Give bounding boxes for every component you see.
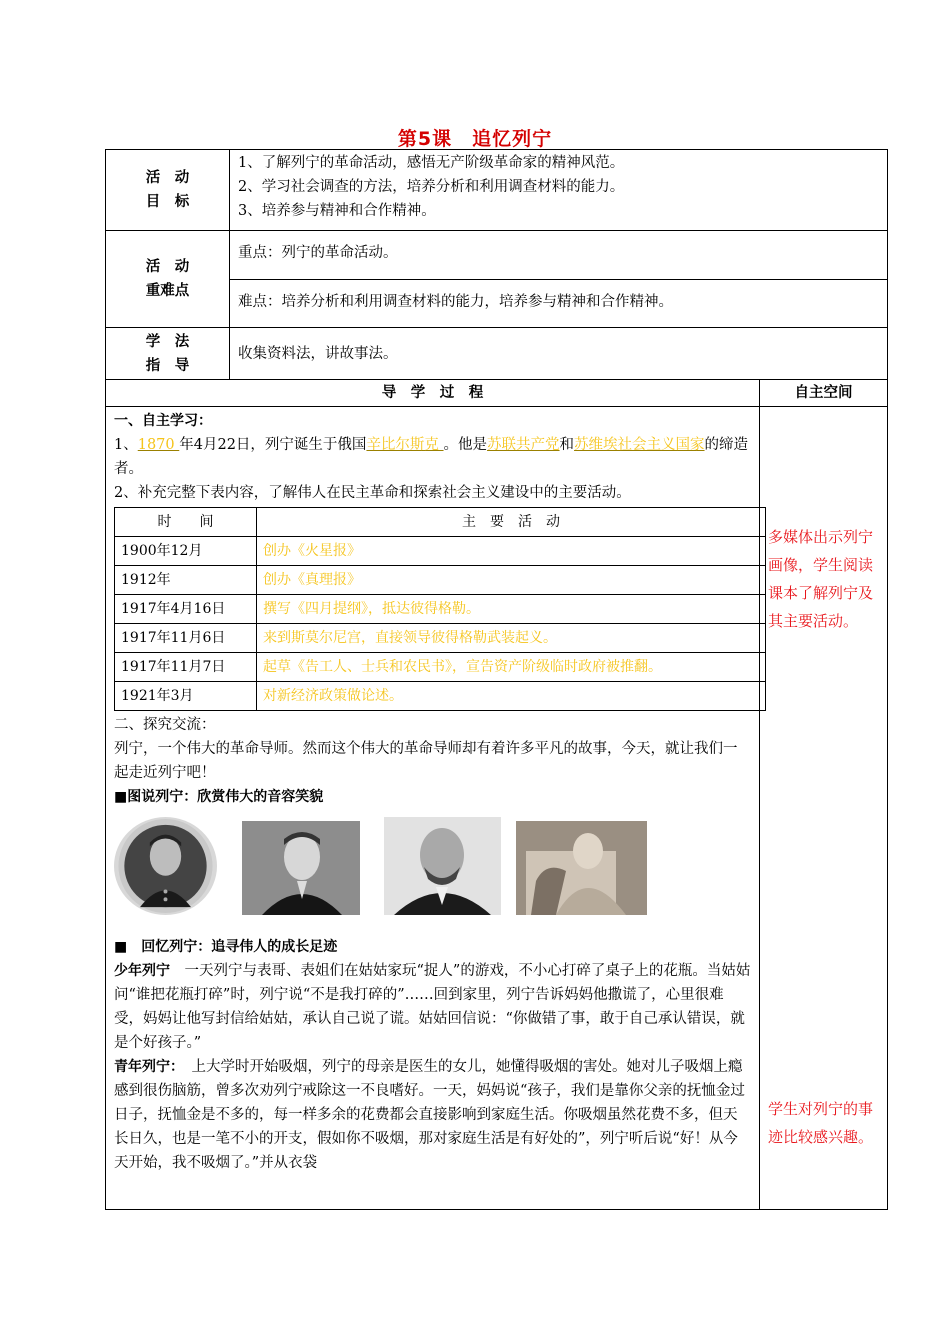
row-time: 1917年11月6日 <box>115 624 257 653</box>
lesson-plan-table <box>105 149 888 1210</box>
youth-text: 一天列宁与表哥、表姐们在姑姑家玩“捉人”的游戏，不小心打碎了桌子上的花瓶。当姑姑问“谁把花瓶打碎”时，列宁说“不是我打碎的”……回到家里，列宁告诉妈妈他撒谎了，心里很难受，妈妈让他写封信给姑姑，承认自己说了谎。姑姑回信说：“你做错了事，敢于自己承认错误，就是个好孩子。” <box>114 963 751 1051</box>
key-point: 重点：列宁的革命活动。 <box>230 231 888 280</box>
portrait-seated <box>516 821 647 915</box>
activity-header: 主 要 活 动 <box>257 508 766 537</box>
key-point-row <box>106 231 888 280</box>
method-label-line1: 学 法 <box>145 333 190 350</box>
youth-label: 少年列宁 <box>114 963 170 979</box>
process-header: 导 学 过 程 <box>106 380 760 407</box>
explore-intro: 列宁，一个伟大的革命导师。然而这个伟大的革命导师却有着许多平凡的故事，今天，就让我们一起走近列宁吧！ <box>114 741 738 781</box>
row-activity: 撰写《四月提纲》，抵达彼得格勒。 <box>257 595 766 624</box>
goals-content <box>230 150 888 231</box>
portrait-child <box>114 817 217 915</box>
difficulty-label-line2: 重难点 <box>145 283 190 299</box>
self-space-column <box>760 407 888 1210</box>
young-label: 青年列宁： <box>114 1059 177 1075</box>
process-header-row <box>106 380 888 407</box>
portrait-adult <box>384 817 501 915</box>
goal-item: 2、学习社会调查的方法，培养分析和利用调查材料的能力。 <box>238 179 625 195</box>
method-label <box>106 328 230 380</box>
difficulty-label <box>106 231 230 328</box>
picture-heading: ■图说列宁：欣赏伟大的音容笑貌 <box>114 789 324 805</box>
self-study-heading: 一、自主学习： <box>114 413 212 429</box>
method-label-line2: 指 导 <box>145 357 190 374</box>
row-time: 1921年3月 <box>115 682 257 711</box>
goals-row <box>106 150 888 231</box>
question-1 <box>114 433 751 481</box>
table-row <box>115 624 766 653</box>
row-activity: 创办《火星报》 <box>257 537 766 566</box>
process-content <box>106 407 760 1210</box>
table-row <box>115 595 766 624</box>
answer-year: 1870 <box>137 437 180 453</box>
portrait-young <box>242 821 360 915</box>
row-activity: 起草《告工人、士兵和农民书》，宣告资产阶级临时政府被推翻。 <box>257 653 766 682</box>
method-row <box>106 328 888 380</box>
young-story <box>114 1055 751 1175</box>
page-title: 第5课 追忆列宁 <box>397 128 553 150</box>
time-header: 时 间 <box>115 508 257 537</box>
method-text: 收集资料法，讲故事法。 <box>230 328 888 380</box>
row-time: 1917年11月7日 <box>115 653 257 682</box>
space-header: 自主空间 <box>760 380 888 407</box>
answer-state: 苏维埃社会主义国家 <box>574 437 705 453</box>
difficulty-label-line1: 活 动 <box>145 259 190 275</box>
youth-story <box>114 959 751 1055</box>
row-time: 1900年12月 <box>115 537 257 566</box>
row-time: 1912年 <box>115 566 257 595</box>
goals-label-line2: 目 标 <box>145 194 190 210</box>
answer-place: 辛比尔斯克 <box>366 437 444 453</box>
answer-party: 苏联共产党 <box>487 437 560 453</box>
activity-table <box>114 507 766 711</box>
table-row <box>115 566 766 595</box>
table-row <box>115 537 766 566</box>
q1-text-5: 的缔造者。 <box>114 437 749 477</box>
explore-heading: 二、探究交流： <box>114 717 216 733</box>
young-text: 上大学时开始吸烟，列宁的母亲是医生的女儿，她懂得吸烟的害处。她对儿子吸烟上瘾感到很伤脑筋，曾多次劝列宁戒除这一不良嗜好。一天，妈妈说“孩子，我们是靠你父亲的抚恤金过日子，抚恤金是不多的，每一样多余的花费都会直接影响到家庭生活。你吸烟虽然花费不多，但天长日久，也是一笔不小的开支，假如你不吸烟，那对家庭生活是有好处的”，列宁听后说“好！从今天开始，我不吸烟了。”并从衣袋 <box>114 1059 745 1171</box>
portrait-gallery <box>114 817 751 921</box>
row-activity: 来到斯莫尔尼宫，直接领导彼得格勒武装起义。 <box>257 624 766 653</box>
q1-text-2: 年4月22日，列宁诞生于俄国 <box>179 437 367 453</box>
goal-item: 3、培养参与精神和合作精神。 <box>238 203 436 219</box>
q1-prefix: 1、 <box>114 437 138 453</box>
memory-heading: ■ 回忆列宁：追寻伟人的成长足迹 <box>114 939 338 955</box>
goal-item: 1、了解列宁的革命活动，感悟无产阶级革命家的精神风范。 <box>238 155 625 171</box>
table-row <box>115 682 766 711</box>
note-multimedia: 多媒体出示列宁画像，学生阅读课本了解列宁及其主要活动。 <box>768 528 874 630</box>
hard-point: 难点：培养分析和利用调查材料的能力，培养参与精神和合作精神。 <box>230 280 888 328</box>
q1-text-3: 。他是 <box>443 437 488 453</box>
process-body-row <box>106 407 888 1210</box>
activity-table-header <box>115 508 766 537</box>
goals-label-line1: 活 动 <box>145 170 190 186</box>
note-interest: 学生对列宁的事迹比较感兴趣。 <box>768 1100 874 1146</box>
row-time: 1917年4月16日 <box>115 595 257 624</box>
goals-label <box>106 150 230 231</box>
row-activity: 创办《真理报》 <box>257 566 766 595</box>
table-row <box>115 653 766 682</box>
question-2: 2、补充完整下表内容，了解伟人在民主革命和探索社会主义建设中的主要活动。 <box>114 485 631 501</box>
q1-text-4: 和 <box>559 437 575 453</box>
row-activity: 对新经济政策做论述。 <box>257 682 766 711</box>
